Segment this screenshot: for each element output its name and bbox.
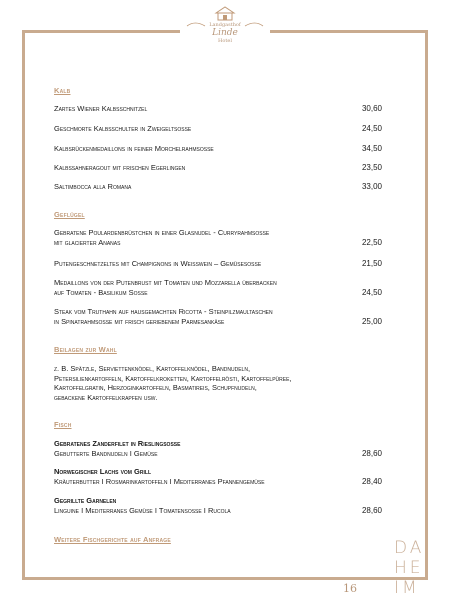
logo-line3: Hotel	[218, 38, 232, 44]
menu-item: Kalbssahneragout mit frischen Egerlingen	[54, 163, 186, 172]
menu-item-price: 23,50	[361, 163, 382, 172]
menu-item-line: Steak vom Truthahn auf hausgemachten Ricotta - Steinpilzmaultaschen	[54, 307, 273, 316]
side-dishes-line: Kartoffelgratin, Herzoginkartoffeln, Basmatireis, Schupfnudeln,	[54, 383, 257, 392]
menu-item-line: auf Tomaten - Basilikum Soße	[54, 287, 148, 297]
side-word-line: IM	[394, 578, 420, 598]
section-title-gefluegel: Geflügel	[54, 210, 85, 219]
menu-item: Putengeschnetzeltes mit Champignons in Weißwein – Gemüsesoße	[54, 259, 262, 268]
menu-item-price: 22,50	[361, 238, 382, 247]
section-title-kalb: Kalb	[54, 86, 71, 95]
menu-item-price: 21,50	[361, 259, 382, 268]
menu-item-desc: Gebutterte Bandnudeln I Gemüse	[54, 448, 158, 458]
menu-item	[54, 439, 384, 458]
side-dishes-line: z. B. Spätzle, Serviettenknödel, Kartoffelknödel, Bandnudeln,	[54, 364, 251, 373]
menu-item-desc: Kräuterbutter I Rosmarinkartoffeln I Mediterranes Pfannengemüse	[54, 476, 265, 486]
menu-item-price: 25,00	[361, 317, 382, 326]
menu-item-name: Gebratenes Zanderfilet in Rieslingsoße	[54, 439, 181, 448]
menu-item: Zartes Wiener Kalbsschnitzel	[54, 104, 148, 113]
section-title-beilagen: Beilagen zur Wahl	[54, 345, 117, 354]
menu-item-line: in Spinatrahmsoße mit frisch geriebenem Parmesankäse	[54, 316, 225, 326]
menu-item-price: 30,60	[361, 104, 382, 113]
side-dishes-line: Petersilienkartoffeln, Kartoffelkroketten, Kartoffelrösti, Kartoffelpüree,	[54, 373, 292, 383]
menu-item: Kalbsrückenmedaillons in feiner Morchelrahmsoße	[54, 144, 214, 153]
menu-item	[54, 496, 384, 515]
side-dishes-line: gebackene Kartoffelkrapfen usw.	[54, 392, 158, 402]
menu-item	[54, 228, 384, 247]
page-number: 16	[343, 582, 357, 595]
menu-item-price: 33,00	[361, 182, 382, 191]
menu-item-line: Medaillons von der Putenbrust mit Tomaten und Mozzarella überbacken	[54, 278, 277, 287]
menu-item-price: 24,50	[361, 288, 382, 297]
menu-item: Saltimbocca alla Romana	[54, 182, 132, 191]
menu-item-line: mit glacierter Ananas	[54, 237, 121, 247]
menu-item	[54, 467, 384, 486]
logo-line1: Landgasthof	[209, 22, 241, 28]
menu-item-price: 24,50	[361, 124, 382, 133]
logo-mark	[183, 4, 267, 44]
menu-item	[54, 278, 384, 297]
side-dishes-text	[54, 364, 384, 402]
section-title-weitere: Weitere Fischgerichte auf Anfrage	[54, 535, 171, 544]
menu-item-price: 28,60	[361, 449, 382, 458]
menu-item-price: 28,60	[361, 506, 382, 515]
menu-item-desc: Linguine I Mediterranes Gemüse I Tomatensoße I Rucola	[54, 505, 231, 515]
menu-item	[54, 307, 384, 326]
side-word-line: HE	[394, 558, 424, 578]
side-word-line: DA	[394, 538, 425, 558]
menu-item-name: Gegrillte Garnelen	[54, 496, 117, 505]
menu-item-line: Gebratene Poulardenbrüstchen in einer Glasnudel - Curryrahmsoße	[54, 228, 270, 237]
logo-line2: Linde	[212, 28, 238, 38]
menu-item-price: 28,40	[361, 477, 382, 486]
menu-item-name: Norwegischer Lachs vom Grill	[54, 467, 151, 476]
brand-logo	[183, 4, 267, 44]
menu-item: Geschmorte Kalbsschulter in Zweigeltsoße	[54, 124, 192, 133]
section-title-fisch: Fisch	[54, 420, 72, 429]
menu-item-price: 34,50	[361, 144, 382, 153]
